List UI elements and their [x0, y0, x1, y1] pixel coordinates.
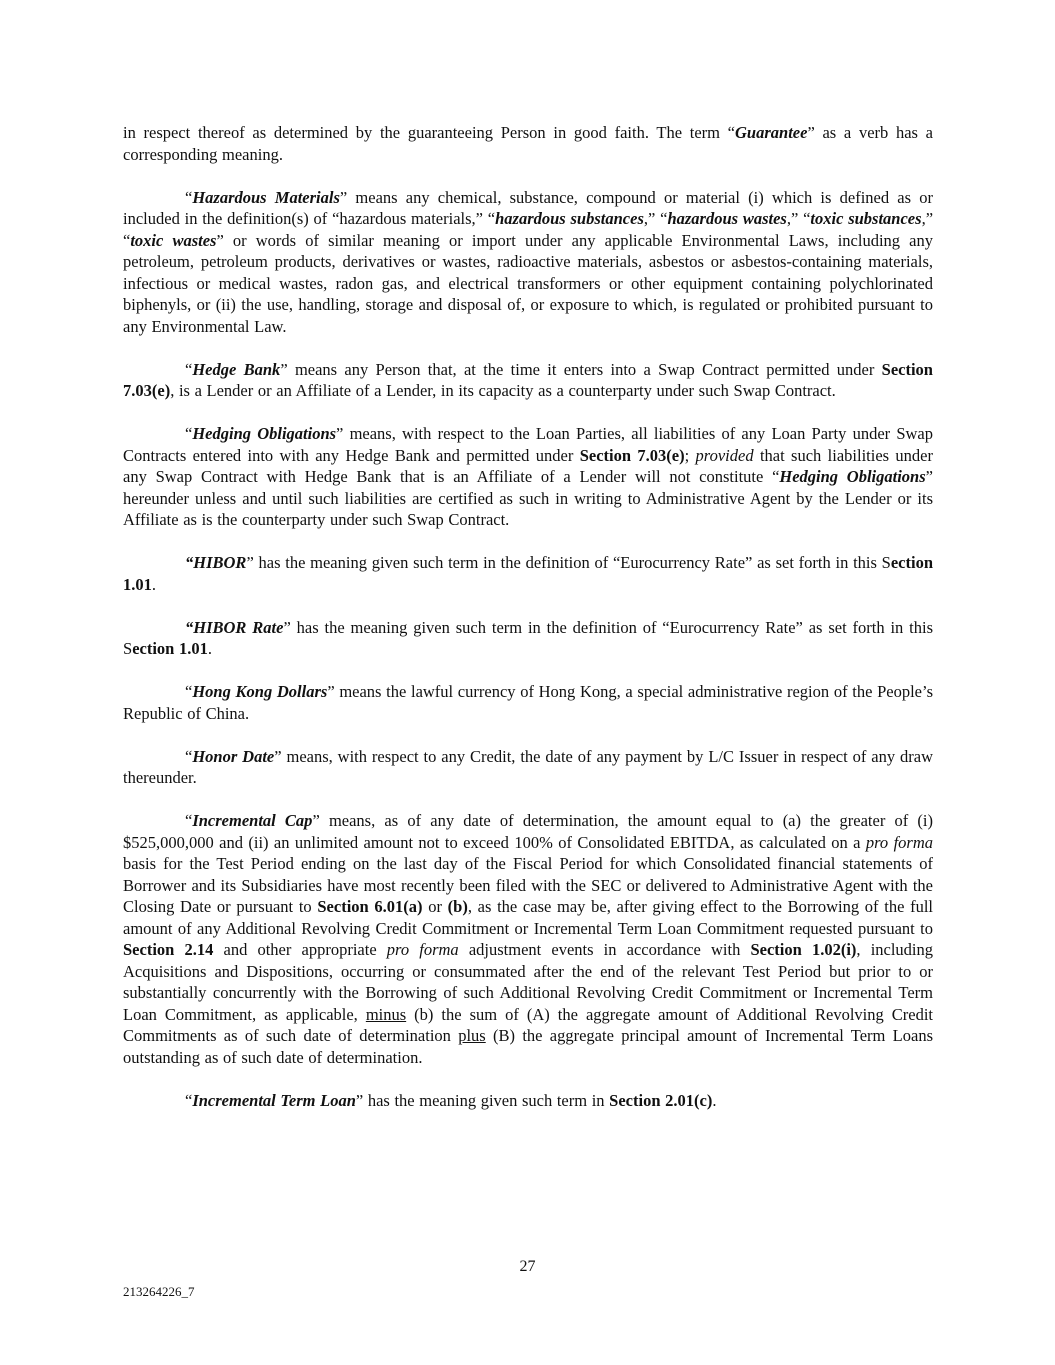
text-segment: pro forma [865, 832, 934, 852]
text-segment: ” has the meaning given such term in the definition of “Eurocurrency Rate” as set forth in this S [123, 617, 933, 658]
text-segment: ” means, as of any date of determination, the amount equal to (a) the greater of (i) $525,000,000 and (ii) an unlimited amount not to exceed 100% of Consolidated EBITDA, as calculated on a [123, 811, 933, 852]
text-segment: “ [185, 682, 193, 701]
document-body [123, 122, 933, 1133]
text-segment: . [712, 1090, 717, 1110]
text-segment: Incremental Cap [192, 811, 313, 830]
paragraph-incremental-term-loan [123, 1090, 933, 1112]
text-segment: ” has the meaning given such term in the definition of “Eurocurrency Rate” as set forth in this S [246, 553, 891, 572]
page-number: 27 [519, 1258, 536, 1275]
text-segment: basis for the Test Period ending on the last day of the Fiscal Period for which Consolidated financial statements of Borrower and its Subsidiaries have most recently been filed with the SEC or delivered to Administrative Agent with the Closing Date or pursuant to [123, 854, 933, 916]
text-segment: Hedging Obligations [192, 424, 337, 443]
text-segment: (b) [447, 897, 468, 916]
text-segment: “ [185, 187, 193, 207]
text-segment: that such liabilities under any Swap Contract with Hedge Bank that is an Affiliate of a Lender will not constitute “ [123, 445, 933, 486]
text-segment: in respect thereof as determined by the guaranteeing Person in good faith. The term “ [123, 123, 736, 142]
text-segment: or [422, 897, 448, 916]
text-segment: minus [365, 1004, 407, 1024]
text-segment: . [207, 639, 212, 658]
text-segment: Section 7.03(e) [123, 359, 933, 400]
text-segment: provided [695, 445, 754, 465]
text-segment: (B) the aggregate principal amount of Incremental Term Loans outstanding as of such date of determination. [123, 1026, 933, 1067]
text-segment: ” has the meaning given such term in [355, 1090, 610, 1110]
text-segment: “ [185, 424, 193, 443]
text-segment: ection 1.01 [132, 639, 208, 658]
text-segment: (b) the sum of (A) the aggregate amount of Additional Revolving Credit Commitments as of such date of determination [123, 1004, 934, 1045]
paragraph-hazardous-materials [123, 187, 933, 338]
text-segment: Hedging Obligations [779, 467, 926, 486]
text-segment: , including Acquisitions and Dispositions, occurring or consummated after the end of the relevant Test Period but prior to or substantially concurrently with the Borrowing of such Additional Revolving Credit Commitment or Incremental Term Loan Commitment, as applicable, [123, 940, 934, 1024]
text-segment: ,” “ [786, 209, 811, 228]
footer-document-id: 213264226_7 [123, 1284, 195, 1299]
paragraph-hong-kong-dollars [123, 681, 933, 724]
text-segment: Hazardous Materials [192, 187, 340, 207]
text-segment: ” hereunder unless and until such liabilities are certified as such in writing to Administrative Agent by the Lender or its Affiliate as is the counterparty under such Swap Contract. [123, 467, 933, 529]
paragraph-honor-date [123, 746, 933, 789]
paragraph-guarantee-continuation [123, 122, 933, 165]
text-segment: Honor Date [192, 746, 275, 766]
text-segment: Section 7.03(e) [579, 445, 685, 465]
text-segment: ; [684, 445, 696, 465]
text-segment: Incremental Term Loan [192, 1090, 356, 1110]
text-segment: “ [185, 359, 193, 379]
text-segment: “ [185, 1090, 193, 1110]
text-segment: ” as a verb has a corresponding meaning. [123, 123, 933, 164]
paragraph-hedging-obligations [123, 423, 933, 531]
text-segment: “ [185, 746, 193, 766]
text-segment: ” means, with respect to the Loan Parties, all liabilities of any Loan Party under Swap Contracts entered into with any Hedge Bank and permitted under [123, 424, 933, 465]
text-segment: . [151, 574, 156, 594]
text-segment: toxic wastes [130, 230, 217, 250]
text-segment: ” means any Person that, at the time it enters into a Swap Contract permitted under [280, 359, 882, 379]
paragraph-hedge-bank [123, 359, 933, 402]
text-segment: Section 2.01(c) [609, 1090, 713, 1110]
text-segment: ” means, with respect to any Credit, the date of any payment by L/C Issuer in respect of any draw thereunder. [123, 746, 933, 787]
text-segment: , as the case may be, after giving effect to the Borrowing of the full amount of any Additional Revolving Credit Commitment or Incremental Term Loan Commitment requested pursuant to [123, 897, 933, 938]
text-segment: hazardous wastes [667, 209, 787, 228]
text-segment: ection 1.01 [123, 553, 933, 594]
text-segment: Guarantee [735, 123, 808, 142]
text-segment: hazardous substances [495, 209, 644, 228]
text-segment: ” means the lawful currency of Hong Kong, a special administrative region of the People’s Republic of China. [123, 682, 933, 723]
text-segment: pro forma [386, 940, 459, 959]
text-segment: ” or words of similar meaning or import under any applicable Environmental Laws, including any petroleum, petroleum products, derivatives or wastes, radioactive materials, asbestos or asbestos-containing materials, infectious or medical wastes, radon gas, and electrical transformers or other equipment containing polychlorinated biphenyls, or (ii) the use, handling, storage and disposal of, or exposure to which, is regulated or prohibited pursuant to any Environmental Law. [123, 230, 933, 336]
text-segment: ” means any chemical, substance, compound or material (i) which is defined as or included in the definition(s) of “hazardous materials,” “ [123, 187, 933, 228]
text-segment: adjustment events in accordance with [458, 940, 751, 959]
text-segment: ,” “ [643, 209, 668, 228]
paragraph-incremental-cap [123, 810, 933, 1068]
text-segment: “HIBOR [185, 553, 247, 572]
text-segment: , is a Lender or an Affiliate of a Lender, in its capacity as a counterparty under such Swap Contract. [170, 381, 836, 400]
text-segment: Hedge Bank [192, 359, 281, 379]
paragraph-hibor-rate [123, 617, 933, 660]
text-segment: toxic substances [810, 209, 922, 228]
text-segment: Section 2.14 [123, 940, 214, 959]
text-segment: plus [458, 1026, 486, 1045]
text-segment: Section 1.02(i) [750, 940, 857, 959]
text-segment: Section 6.01(a) [317, 897, 423, 916]
text-segment: “ [185, 811, 193, 830]
paragraph-hibor [123, 552, 933, 595]
text-segment: and other appropriate [213, 940, 387, 959]
text-segment: “HIBOR Rate [185, 617, 284, 637]
text-segment: ,” “ [123, 209, 934, 250]
text-segment: Hong Kong Dollars [192, 682, 328, 701]
